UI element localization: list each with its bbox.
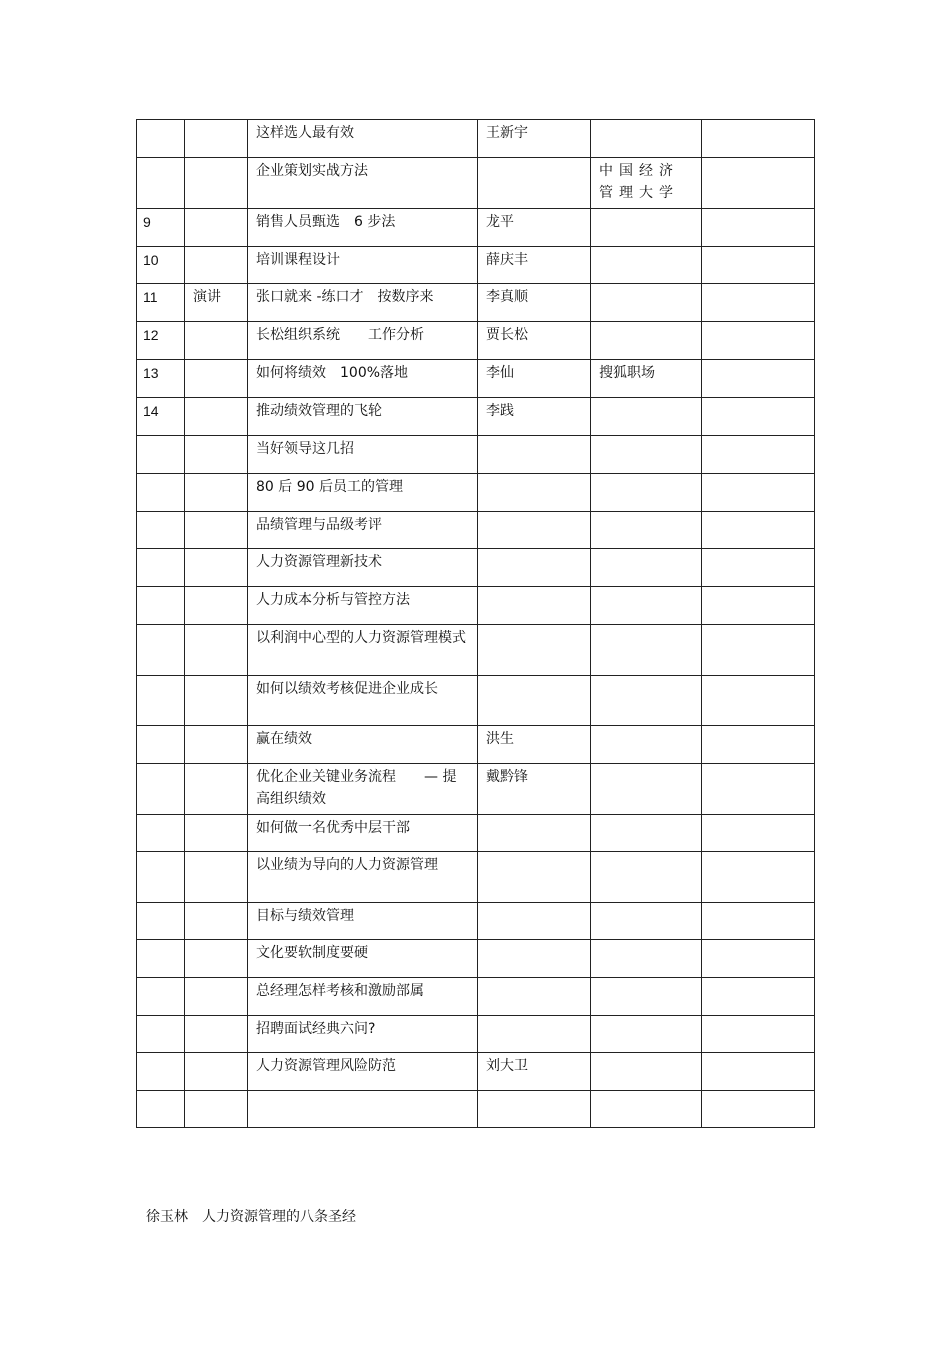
cell-source [591,247,702,284]
cell-course: 文化要软制度要硬 [248,940,478,978]
cell-course: 招聘面试经典六问? [248,1016,478,1053]
cell-category [185,1053,248,1091]
cell-num [137,474,185,512]
cell-remark [702,360,815,398]
cell-num [137,815,185,852]
cell-category [185,436,248,474]
cell-course: 80 后 90 后员工的管理 [248,474,478,512]
cell-num [137,512,185,549]
cell-lecturer [478,815,591,852]
cell-remark [702,120,815,158]
cell-course: 品绩管理与品级考评 [248,512,478,549]
cell-category [185,676,248,726]
cell-num [137,587,185,625]
cell-source: 中国经济管理大学 [591,158,702,209]
cell-remark [702,726,815,764]
cell-source [591,676,702,726]
cell-course: 销售人员甄选 6 步法 [248,209,478,247]
cell-remark [702,852,815,903]
cell-course: 长松组织系统 工作分析 [248,322,478,360]
cell-course: 赢在绩效 [248,726,478,764]
table-row [137,209,815,247]
cell-lecturer [478,549,591,587]
table-row [137,815,815,852]
cell-remark [702,764,815,815]
cell-num [137,676,185,726]
cell-remark [702,209,815,247]
cell-num: 12 [137,322,185,360]
cell-num [137,1091,185,1128]
cell-course: 这样选人最有效 [248,120,478,158]
cell-source [591,903,702,940]
cell-course: 当好领导这几招 [248,436,478,474]
cell-course: 以业绩为导向的人力资源管理 [248,852,478,903]
cell-lecturer [478,676,591,726]
cell-category [185,322,248,360]
cell-course: 如何将绩效 100%落地 [248,360,478,398]
table-row [137,587,815,625]
cell-remark [702,436,815,474]
table-row [137,360,815,398]
cell-course: 总经理怎样考核和激励部属 [248,978,478,1016]
cell-num [137,726,185,764]
cell-lecturer [478,474,591,512]
cell-category [185,474,248,512]
cell-category [185,587,248,625]
table-row [137,978,815,1016]
cell-lecturer: 贾长松 [478,322,591,360]
cell-source [591,284,702,322]
cell-course: 人力资源管理风险防范 [248,1053,478,1091]
cell-source [591,852,702,903]
cell-remark [702,398,815,436]
table-body [137,120,815,1128]
cell-lecturer [478,903,591,940]
cell-category [185,726,248,764]
cell-source [591,1016,702,1053]
cell-num [137,625,185,676]
cell-category [185,764,248,815]
cell-lecturer [478,436,591,474]
table-row [137,625,815,676]
cell-num [137,852,185,903]
table-row [137,474,815,512]
cell-source [591,549,702,587]
cell-lecturer [478,587,591,625]
cell-remark [702,158,815,209]
cell-lecturer: 龙平 [478,209,591,247]
table-row [137,940,815,978]
cell-source [591,726,702,764]
cell-num [137,436,185,474]
cell-source [591,815,702,852]
cell-course: 培训课程设计 [248,247,478,284]
table-row [137,549,815,587]
cell-num: 14 [137,398,185,436]
table-row [137,398,815,436]
cell-num [137,978,185,1016]
cell-source [591,474,702,512]
footer-note: 徐玉林 人力资源管理的八条圣经 [146,1209,356,1225]
cell-source [591,978,702,1016]
table-row [137,726,815,764]
cell-lecturer [478,1016,591,1053]
cell-source [591,764,702,815]
cell-remark [702,903,815,940]
cell-category [185,209,248,247]
cell-lecturer: 李仙 [478,360,591,398]
cell-course: 企业策划实战方法 [248,158,478,209]
cell-remark [702,247,815,284]
cell-course: 人力成本分析与管控方法 [248,587,478,625]
cell-remark [702,676,815,726]
table-row [137,158,815,209]
cell-course: 如何做一名优秀中层干部 [248,815,478,852]
cell-category [185,247,248,284]
cell-category [185,360,248,398]
cell-category [185,1016,248,1053]
cell-course: 推动绩效管理的飞轮 [248,398,478,436]
cell-category [185,815,248,852]
course-table [136,119,815,1128]
cell-lecturer [478,158,591,209]
cell-num: 10 [137,247,185,284]
cell-num [137,764,185,815]
cell-remark [702,474,815,512]
table-row [137,120,815,158]
cell-lecturer [478,852,591,903]
cell-lecturer: 李真顺 [478,284,591,322]
cell-source [591,436,702,474]
table-row [137,284,815,322]
cell-num: 13 [137,360,185,398]
cell-course: 目标与绩效管理 [248,903,478,940]
cell-lecturer [478,978,591,1016]
cell-num [137,1016,185,1053]
cell-num: 11 [137,284,185,322]
cell-category [185,158,248,209]
cell-lecturer: 李践 [478,398,591,436]
table-row [137,852,815,903]
cell-remark [702,284,815,322]
cell-source [591,1053,702,1091]
cell-lecturer [478,512,591,549]
cell-source [591,209,702,247]
cell-lecturer [478,940,591,978]
cell-course: 如何以绩效考核促进企业成长 [248,676,478,726]
table-row [137,1053,815,1091]
cell-course: 人力资源管理新技术 [248,549,478,587]
cell-num: 9 [137,209,185,247]
cell-source [591,120,702,158]
cell-category [185,625,248,676]
cell-source [591,398,702,436]
cell-lecturer: 薛庆丰 [478,247,591,284]
cell-remark [702,549,815,587]
cell-lecturer: 戴黔锋 [478,764,591,815]
cell-source [591,322,702,360]
cell-source [591,1091,702,1128]
cell-remark [702,1053,815,1091]
cell-remark [702,815,815,852]
cell-category [185,1091,248,1128]
cell-category [185,852,248,903]
table-row [137,676,815,726]
cell-remark [702,322,815,360]
cell-num [137,549,185,587]
cell-lecturer [478,1091,591,1128]
cell-lecturer [478,625,591,676]
cell-course: 优化企业关键业务流程 — 提高组织绩效 [248,764,478,815]
cell-category [185,940,248,978]
table-row [137,1091,815,1128]
cell-remark [702,625,815,676]
table-row [137,512,815,549]
cell-lecturer: 刘大卫 [478,1053,591,1091]
cell-num [137,903,185,940]
cell-course: 以利润中心型的人力资源管理模式 [248,625,478,676]
cell-category: 演讲 [185,284,248,322]
cell-source [591,587,702,625]
cell-course: 张口就来 -练口才 按数序来 [248,284,478,322]
cell-course [248,1091,478,1128]
cell-source [591,940,702,978]
cell-remark [702,1091,815,1128]
table-row [137,247,815,284]
cell-source: 搜狐职场 [591,360,702,398]
cell-remark [702,587,815,625]
cell-remark [702,940,815,978]
cell-category [185,978,248,1016]
table-row [137,436,815,474]
cell-category [185,903,248,940]
table-row [137,322,815,360]
cell-category [185,398,248,436]
table-row [137,764,815,815]
cell-category [185,512,248,549]
cell-remark [702,978,815,1016]
cell-num [137,120,185,158]
cell-lecturer: 王新宇 [478,120,591,158]
cell-num [137,158,185,209]
cell-lecturer: 洪生 [478,726,591,764]
cell-remark [702,1016,815,1053]
cell-num [137,1053,185,1091]
cell-category [185,120,248,158]
cell-source [591,512,702,549]
table-row [137,903,815,940]
table-row [137,1016,815,1053]
cell-category [185,549,248,587]
cell-source [591,625,702,676]
cell-remark [702,512,815,549]
cell-num [137,940,185,978]
